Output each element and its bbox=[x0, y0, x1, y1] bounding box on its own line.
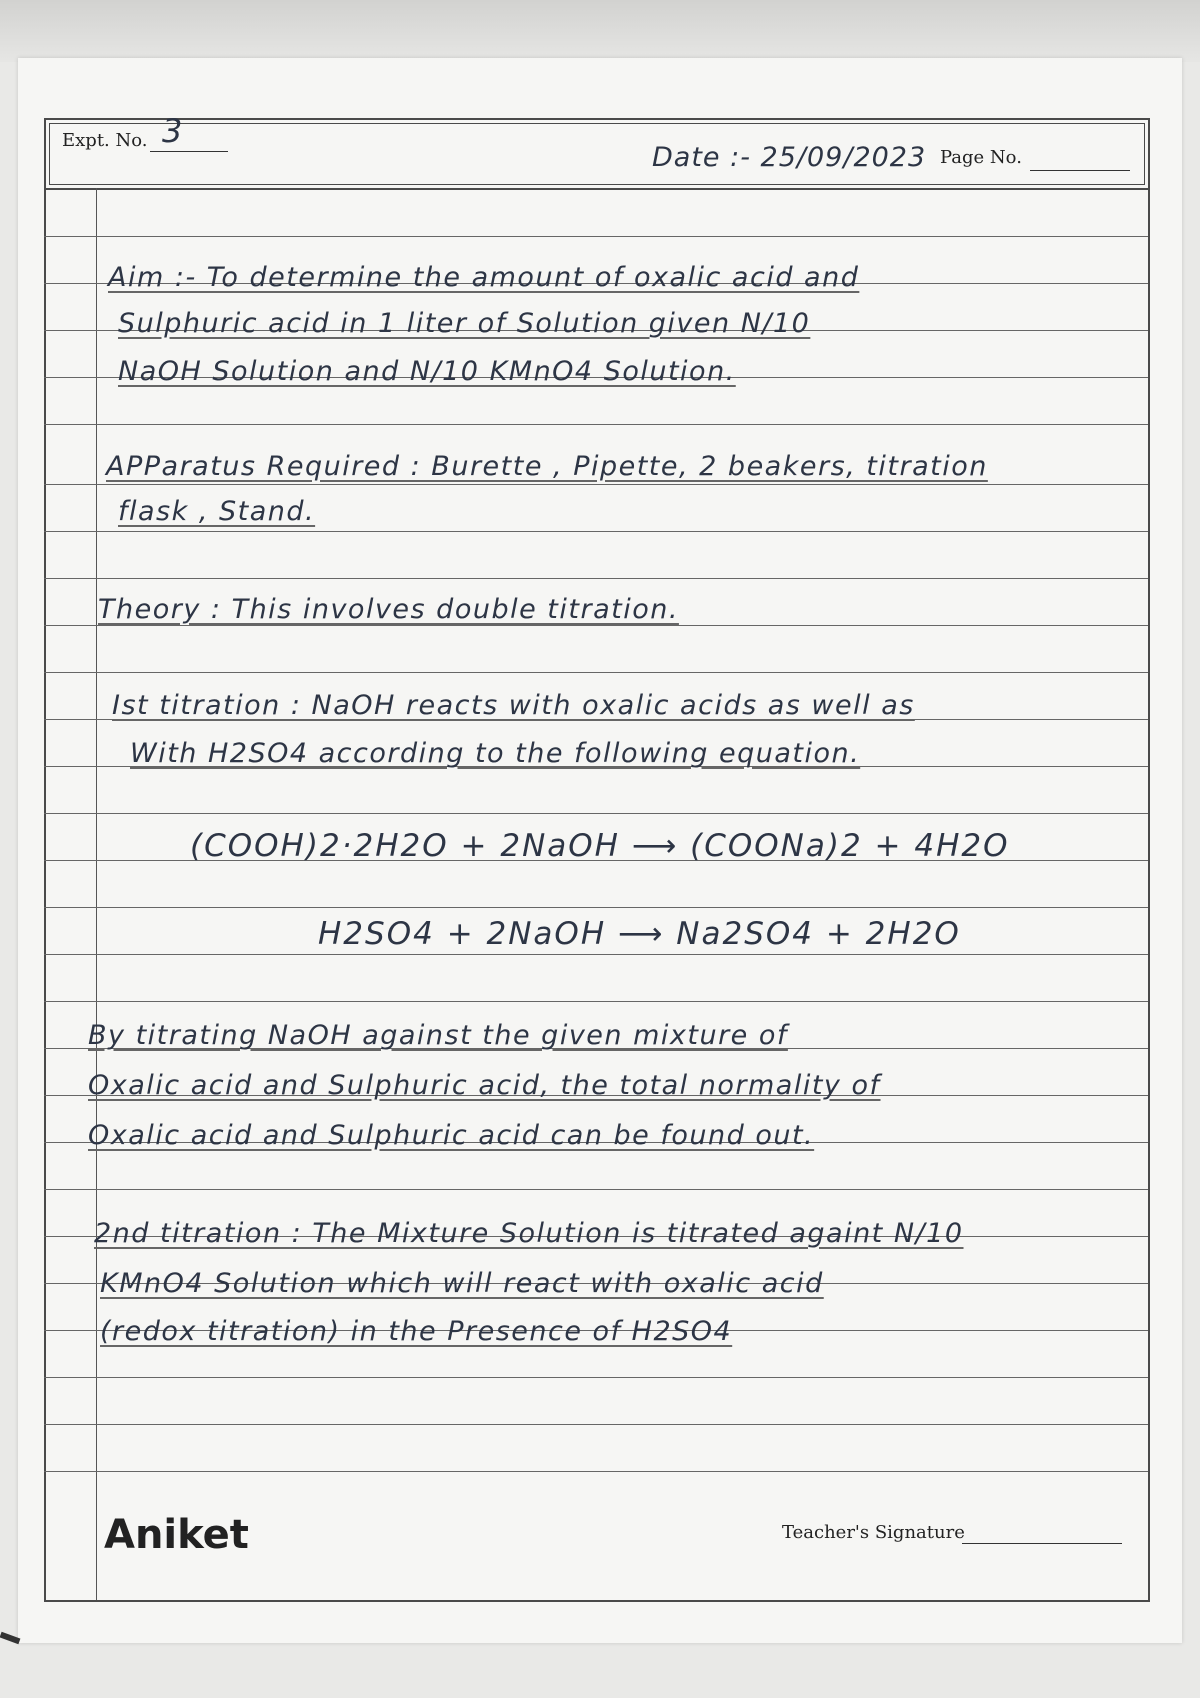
equation-oxalic-acid: (COOH)2·2H2O + 2NaOH ⟶ (COONa)2 + 4H2O bbox=[190, 828, 1010, 864]
expt-no-label: Expt. No. bbox=[62, 130, 148, 151]
ruled-line bbox=[44, 1189, 1148, 1190]
ruled-line bbox=[44, 1001, 1148, 1002]
second-titration-line-3: (redox titration) in the Presence of H2SO4 bbox=[100, 1316, 733, 1347]
ruled-line bbox=[44, 531, 1148, 532]
ruled-line bbox=[44, 813, 1148, 814]
aim-line-3: NaOH Solution and N/10 KMnO4 Solution. bbox=[118, 356, 736, 387]
expt-no-value: 3 bbox=[162, 112, 183, 150]
apparatus-line-2: flask , Stand. bbox=[118, 496, 316, 527]
ruled-area bbox=[44, 188, 1150, 1602]
expt-no-line bbox=[150, 151, 228, 152]
ruled-line bbox=[44, 1471, 1148, 1472]
ruled-line bbox=[44, 424, 1148, 425]
aim-line-2: Sulphuric acid in 1 liter of Solution given N/10 bbox=[118, 308, 811, 339]
ruled-line bbox=[44, 1424, 1148, 1425]
by-titrating-line-1: By titrating NaOH against the given mixture of bbox=[88, 1020, 788, 1051]
second-titration-line-1: 2nd titration : The Mixture Solution is titrated againt N/10 bbox=[94, 1218, 964, 1249]
margin-line bbox=[96, 188, 97, 1600]
ruled-line bbox=[44, 954, 1148, 955]
second-titration-line-2: KMnO4 Solution which will react with oxalic acid bbox=[100, 1268, 824, 1299]
teacher-signature-line bbox=[962, 1543, 1122, 1544]
student-name: Aniket bbox=[104, 1512, 249, 1558]
by-titrating-line-3: Oxalic acid and Sulphuric acid can be found out. bbox=[88, 1120, 815, 1151]
date-text: Date :- 25/09/2023 bbox=[652, 142, 927, 173]
page-no-label: Page No. bbox=[940, 147, 1022, 168]
page-no-line bbox=[1030, 170, 1130, 171]
ruled-line bbox=[44, 625, 1148, 626]
teacher-signature-label: Teacher's Signature bbox=[782, 1522, 965, 1543]
ruled-line bbox=[44, 907, 1148, 908]
ruled-line bbox=[44, 236, 1148, 237]
ruled-line bbox=[44, 672, 1148, 673]
equation-sulphuric-acid: H2SO4 + 2NaOH ⟶ Na2SO4 + 2H2O bbox=[318, 916, 961, 952]
apparatus-line-1: APParatus Required : Burette , Pipette, 2 beakers, titration bbox=[106, 451, 988, 482]
theory-line: Theory : This involves double titration. bbox=[98, 594, 679, 625]
scan-background bbox=[0, 0, 1200, 62]
ruled-line bbox=[44, 578, 1148, 579]
ruled-line bbox=[44, 1377, 1148, 1378]
aim-line-1: Aim :- To determine the amount of oxalic acid and bbox=[108, 262, 860, 293]
ruled-line bbox=[44, 484, 1148, 485]
first-titration-line-1: Ist titration : NaOH reacts with oxalic acids as well as bbox=[112, 690, 915, 721]
by-titrating-line-2: Oxalic acid and Sulphuric acid, the total normality of bbox=[88, 1070, 881, 1101]
first-titration-line-2: With H2SO4 according to the following equation. bbox=[130, 738, 861, 769]
